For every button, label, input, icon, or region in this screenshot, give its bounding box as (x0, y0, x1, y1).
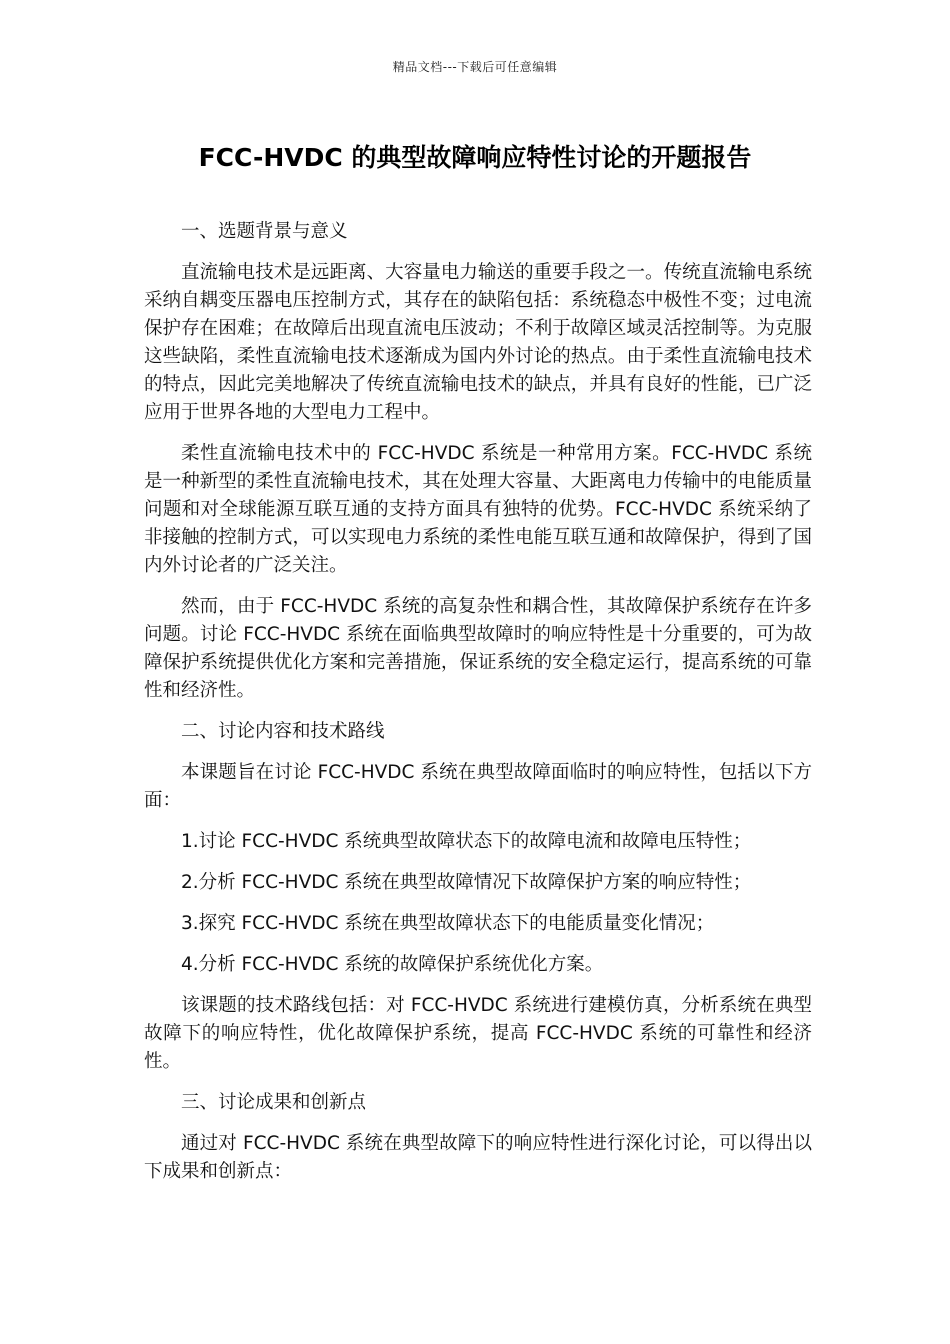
paragraph-results-intro: 通过对 FCC-HVDC 系统在典型故障下的响应特性进行深化讨论，可以得出以下成果和创新点： (144, 1133, 812, 1182)
paragraph-content-intro: 本课题旨在讨论 FCC-HVDC 系统在典型故障面临时的响应特性，包括以下方面： (144, 762, 812, 811)
list-item: 1.讨论 FCC-HVDC 系统典型故障状态下的故障电流和故障电压特性； (181, 831, 752, 852)
section-heading-background: 一、选题背景与意义 (181, 221, 348, 242)
section-heading-results: 三、讨论成果和创新点 (181, 1092, 367, 1113)
list-item: 2.分析 FCC-HVDC 系统在典型故障情况下故障保护方案的响应特性； (181, 872, 752, 893)
document-title: FCC-HVDC 的典型故障响应特性讨论的开题报告 (198, 143, 752, 172)
list-item: 3.探究 FCC-HVDC 系统在典型故障状态下的电能质量变化情况； (181, 913, 715, 934)
header-note: 精品文档---下载后可任意编辑 (392, 60, 558, 74)
paragraph-background-3: 然而，由于 FCC-HVDC 系统的高复杂性和耦合性，其故障保护系统存在许多问题。讨论 FCC-HVDC 系统在面临典型故障时的响应特性是十分重要的，可为故障保护系统提供优化方案和完善措施，保证系统的安全稳定运行，提高系统的可靠性和经济性。 (144, 596, 812, 701)
list-item: 4.分析 FCC-HVDC 系统的故障保护系统优化方案。 (181, 954, 604, 975)
document-body (144, 218, 812, 1199)
section-heading-content: 二、讨论内容和技术路线 (181, 721, 385, 742)
paragraph-technical-route: 该课题的技术路线包括：对 FCC-HVDC 系统进行建模仿真，分析系统在典型故障下的响应特性，优化故障保护系统，提高 FCC-HVDC 系统的可靠性和经济性。 (144, 995, 812, 1072)
paragraph-background-2: 柔性直流输电技术中的 FCC-HVDC 系统是一种常用方案。FCC-HVDC 系统是一种新型的柔性直流输电技术，其在处理大容量、大距离电力传输中的电能质量问题和对全球能源互联互通的支持方面具有独特的优势。FCC-HVDC 系统采纳了非接触的控制方式，可以实现电力系统的柔性电能互联互通和故障保护，得到了国内外讨论者的广泛关注。 (144, 443, 812, 576)
paragraph-background-1: 直流输电技术是远距离、大容量电力输送的重要手段之一。传统直流输电系统采纳自耦变压器电压控制方式，其存在的缺陷包括：系统稳态中极性不变；过电流保护存在困难；在故障后出现直流电压波动；不利于故障区域灵活控制等。为克服这些缺陷，柔性直流输电技术逐渐成为国内外讨论的热点。由于柔性直流输电技术的特点，因此完美地解决了传统直流输电技术的缺点，并具有良好的性能，已广泛应用于世界各地的大型电力工程中。 (144, 262, 812, 423)
